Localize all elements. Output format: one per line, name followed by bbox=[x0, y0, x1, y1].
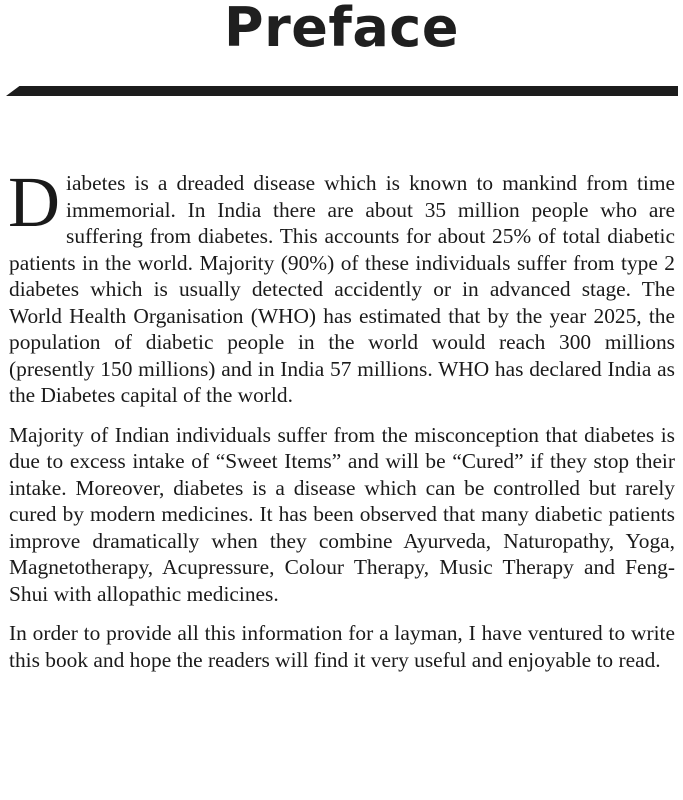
title-divider bbox=[6, 86, 678, 96]
paragraph-1 bbox=[8, 162, 675, 409]
paragraph-1-text: iabetes is a dreaded disease which is known to mankind from time immemorial. In India there are about 35 million people who are suffering from diabetes. This accounts for about 25% of total diabetic patients in the world. Majority (90%) of these individuals suffer from type 2 diabetes which is usually detected accidently or in advanced stage. The World Health Organisation (WHO) has estimated that by the year 2025, the population of diabetic people in the world would reach 300 millions (presently 150 millions) and in India 57 millions. WHO has declared India as the Diabetes capital of the world. bbox=[9, 171, 675, 407]
body-text bbox=[8, 162, 675, 686]
drop-cap: D bbox=[8, 162, 60, 242]
page-title: Preface bbox=[224, 0, 459, 59]
paragraph-3: In order to provide all this information for a layman, I have ventured to write this book and hope the readers will find it very useful and enjoyable to read. bbox=[9, 621, 675, 672]
paragraph-2: Majority of Indian individuals suffer from the misconception that diabetes is due to excess intake of “Sweet Items” and will be “Cured” if they stop their intake. Moreover, diabetes is a disease which can be controlled but rarely cured by modern medicines. It has been observed that many diabetic patients improve dramatically when they combine Ayurveda, Naturopathy, Yoga, Magnetotherapy, Acupressure, Colour Therapy, Music Therapy and Feng-Shui with allopathic medicines. bbox=[9, 422, 675, 606]
